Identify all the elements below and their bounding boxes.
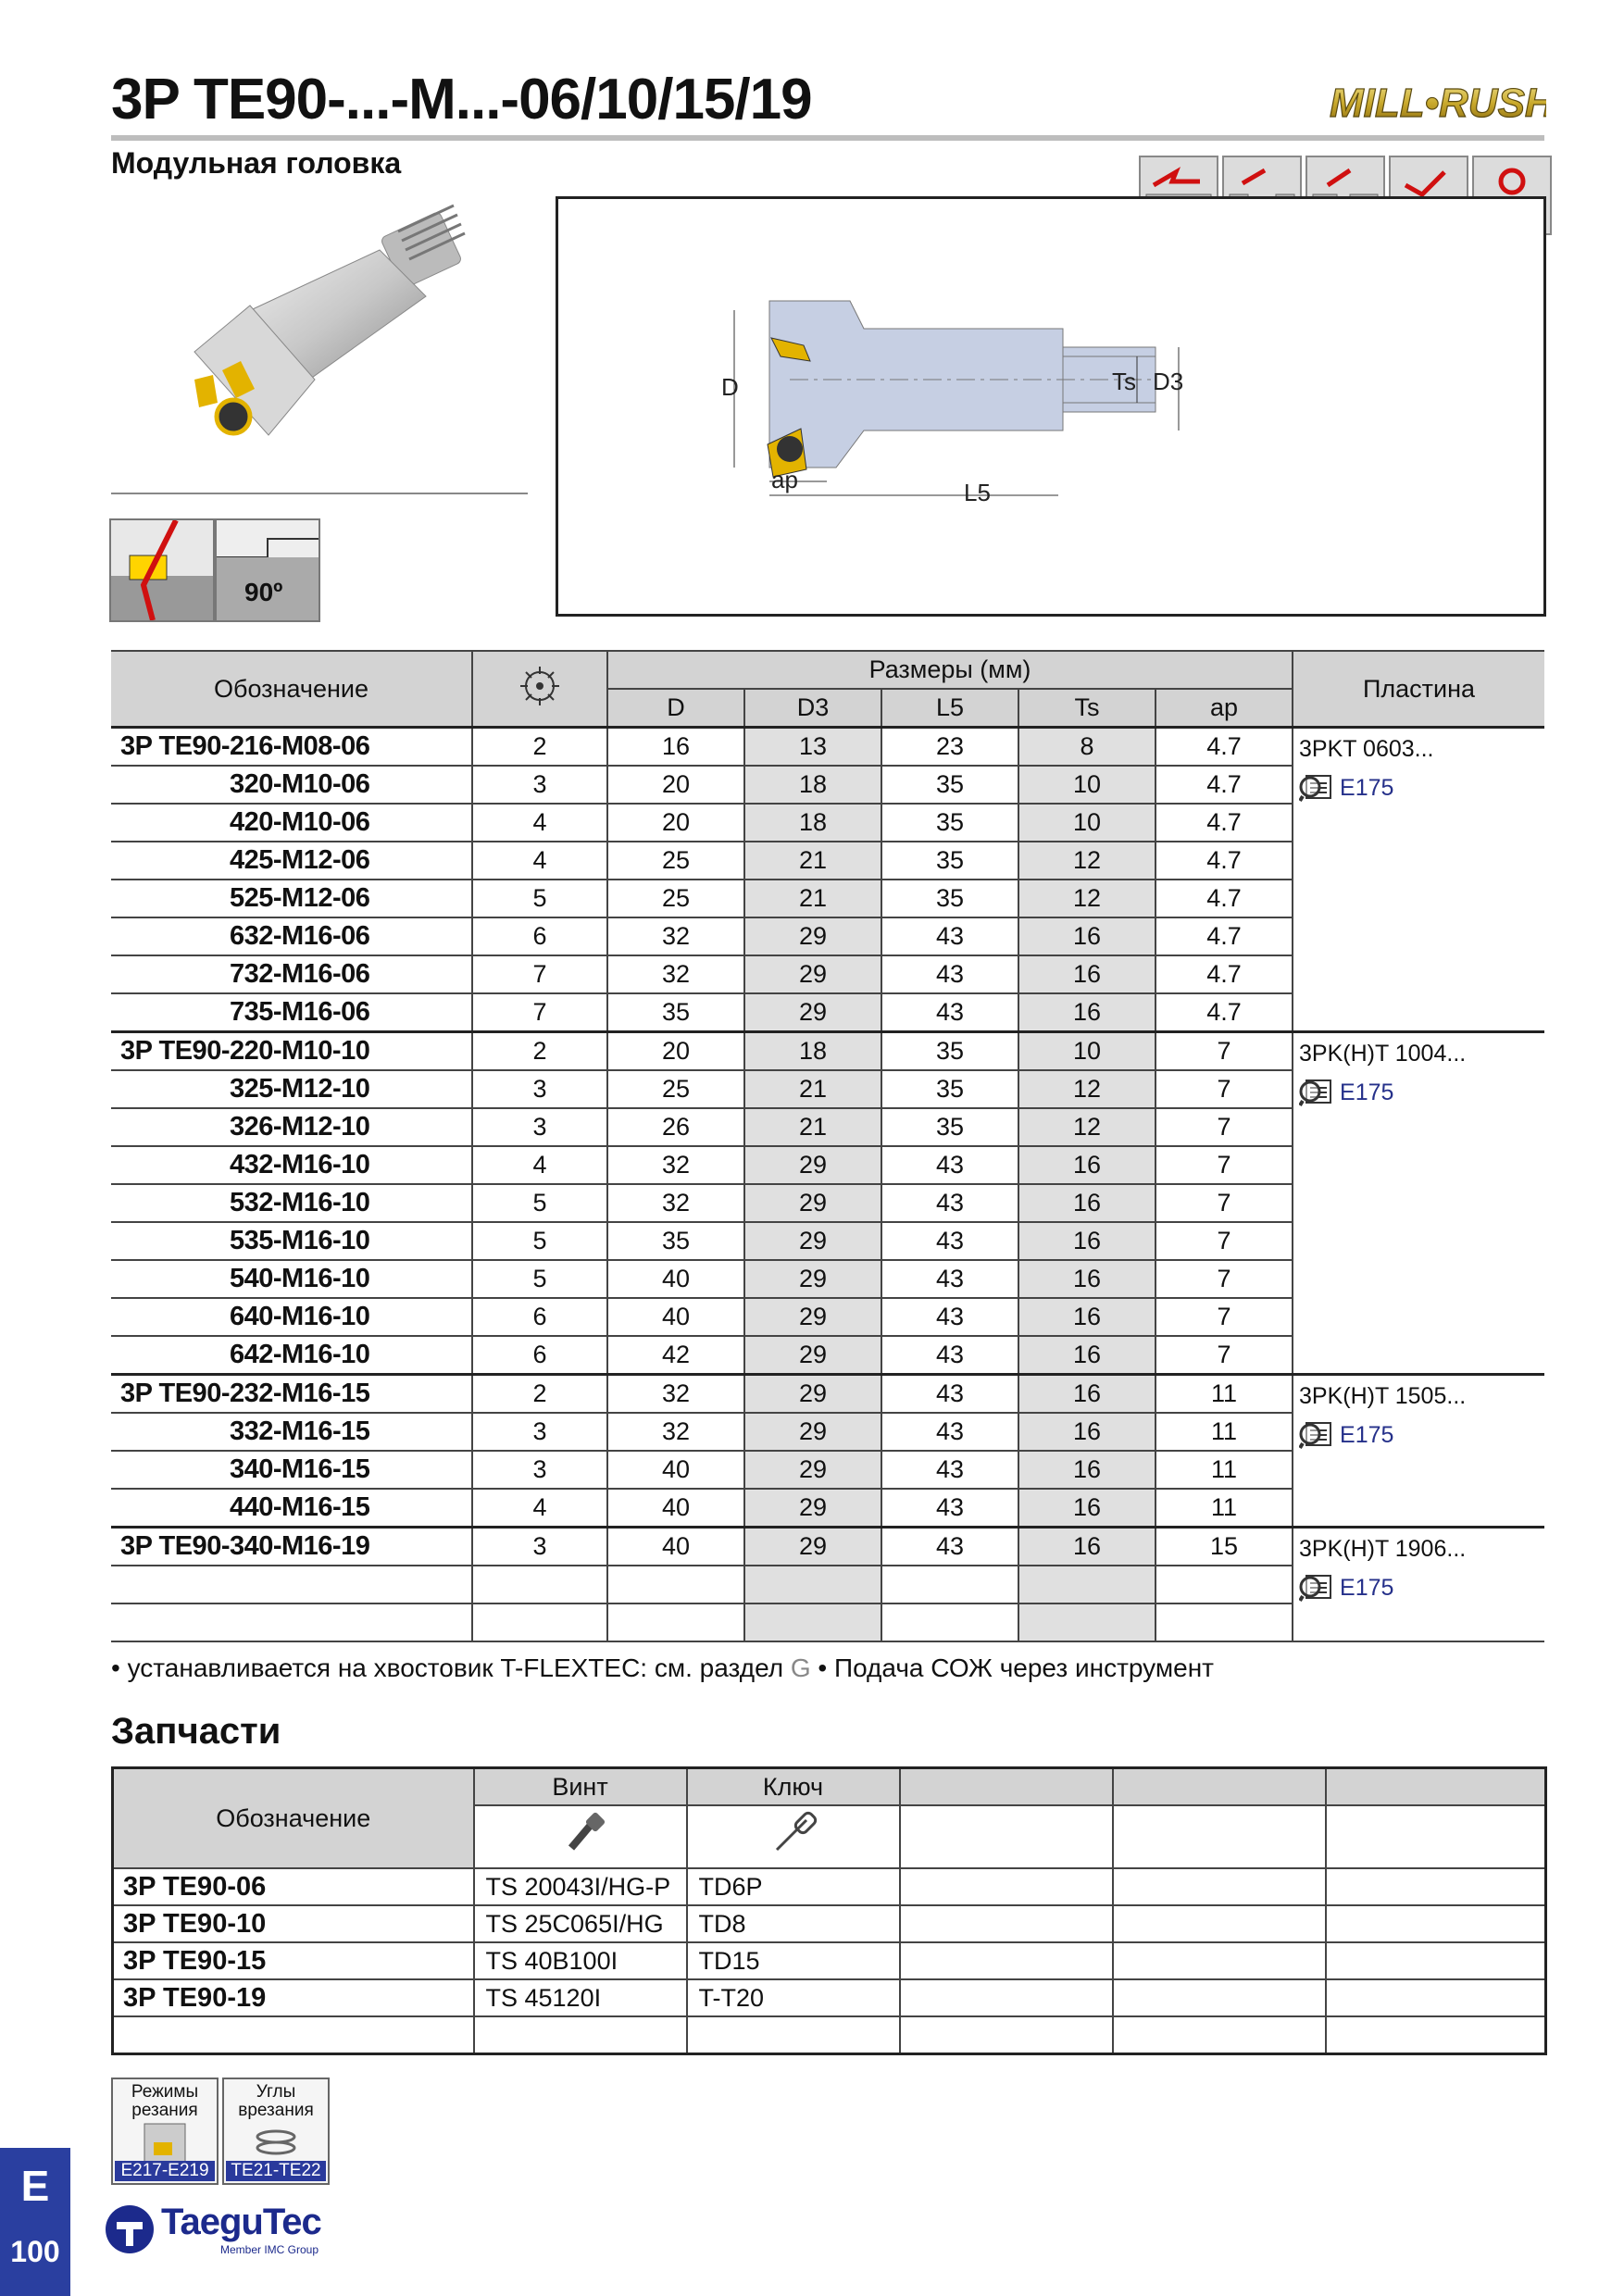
dim-label-ap: ap [771,466,798,493]
dim-cell-l5: 43 [881,1489,1018,1528]
footnote-section-ref: G [790,1653,811,1682]
dim-cell-ap: 7 [1156,1260,1293,1298]
designation-cell [111,1566,472,1603]
dim-cell-d: 40 [607,1489,744,1528]
cutting-symbol-box [109,518,215,622]
col-designation: Обозначение [111,651,472,728]
screw-icon [553,1811,608,1857]
page-title: 3P TE90-...-M...-06/10/15/19 [111,68,812,131]
spare-key-cell: T-T20 [687,1979,900,2016]
spare-col-key: Ключ [687,1768,900,1806]
dim-cell-ts: 12 [1018,842,1156,880]
teeth-cell: 4 [472,842,607,880]
dim-cell-ap: 11 [1156,1413,1293,1451]
dim-cell-d: 26 [607,1108,744,1146]
designation-cell: 340-M16-15 [111,1451,472,1489]
angle-label: 90º [244,578,283,606]
key-icon-cell [687,1805,900,1868]
teeth-cell: 5 [472,1260,607,1298]
dim-cell-d: 20 [607,1032,744,1071]
dim-cell-d3: 29 [744,1375,881,1414]
teeth-cell: 4 [472,804,607,842]
designation-cell: 735-M16-06 [111,993,472,1032]
holders-table [111,650,1544,1642]
dim-cell-ts: 12 [1018,880,1156,917]
dim-cell-l5: 23 [881,728,1018,767]
dim-cell-ap: 4.7 [1156,728,1293,767]
footnote-part2: • Подача СОЖ через инструмент [810,1653,1214,1682]
spare-empty-cell [900,1868,1113,1905]
dim-cell-ap: 7 [1156,1108,1293,1146]
insert-cell [1293,1375,1544,1528]
dim-cell-d3: 29 [744,1298,881,1336]
designation-cell: 632-M16-06 [111,917,472,955]
designation-cell: 532-M16-10 [111,1184,472,1222]
col-d: D [607,689,744,728]
spare-col-empty-3 [1326,1768,1546,1806]
dim-cell-l5: 43 [881,1336,1018,1375]
teeth-cell: 6 [472,1298,607,1336]
spare-empty-cell [1326,1942,1546,1979]
designation-cell: 535-M16-10 [111,1222,472,1260]
teeth-cell: 3 [472,766,607,804]
teeth-cell: 3 [472,1528,607,1566]
dim-cell-d3: 29 [744,1528,881,1566]
dim-cell-d3: 18 [744,1032,881,1071]
designation-cell: 432-M16-10 [111,1146,472,1184]
dim-cell-l5: 35 [881,1070,1018,1108]
dim-cell-ts: 16 [1018,993,1156,1032]
spare-screw-cell: TS 45120I [474,1979,687,2016]
key-icon [766,1811,821,1857]
insert-page-ref[interactable] [1299,1077,1539,1108]
dim-cell-ap: 7 [1156,1032,1293,1071]
dim-cell-d3: 29 [744,1146,881,1184]
dim-cell-ts: 16 [1018,1146,1156,1184]
spare-col-designation: Обозначение [113,1768,474,1869]
subtitle: Модульная головка [111,146,402,180]
dim-cell-ap: 7 [1156,1222,1293,1260]
dim-cell-d: 32 [607,1184,744,1222]
dim-cell-d3: 29 [744,1413,881,1451]
ramping-icon [248,2120,304,2166]
magnifier-icon [1299,1572,1334,1603]
dim-cell-d3: 21 [744,842,881,880]
col-teeth [472,651,607,728]
dim-label-d: D [721,373,739,401]
dim-label-l5: L5 [964,479,991,506]
teeth-cell: 3 [472,1108,607,1146]
title-divider [111,135,1544,141]
dim-cell-ap: 4.7 [1156,955,1293,993]
section-letter: E [20,2162,50,2210]
dim-cell-d3: 29 [744,993,881,1032]
designation-cell: 732-M16-06 [111,955,472,993]
dim-cell-l5 [881,1566,1018,1603]
dim-cell-d3: 18 [744,804,881,842]
page-number: 100 [10,2235,60,2268]
dim-cell-ap: 11 [1156,1375,1293,1414]
spare-col-screw: Винт [474,1768,687,1806]
table-row [113,1868,1546,1905]
dim-cell-l5: 35 [881,804,1018,842]
table-row [111,728,1544,767]
angle-symbol-box [215,518,320,622]
dim-cell-d: 32 [607,917,744,955]
dim-cell-l5: 35 [881,1032,1018,1071]
teeth-cell: 7 [472,993,607,1032]
designation-cell: 3P TE90-340-M16-19 [111,1528,472,1566]
spare-empty-cell [1113,1942,1326,1979]
spare-empty-cell [1326,2016,1546,2054]
dim-cell-d: 40 [607,1298,744,1336]
designation-cell: 640-M16-10 [111,1298,472,1336]
dim-cell-ts: 16 [1018,1528,1156,1566]
dim-cell-l5 [881,1603,1018,1641]
col-insert: Пластина [1293,651,1544,728]
dim-cell-d: 35 [607,1222,744,1260]
dim-cell-d: 16 [607,728,744,767]
dim-cell-ts: 12 [1018,1070,1156,1108]
teeth-cell: 6 [472,917,607,955]
spare-col-empty-1 [900,1768,1113,1806]
logo-subtext: Member IMC Group [220,2243,319,2256]
col-ts: Ts [1018,689,1156,728]
spare-designation-cell: 3P TE90-19 [113,1979,474,2016]
dim-cell-ap: 7 [1156,1146,1293,1184]
dim-cell-l5: 43 [881,993,1018,1032]
spare-empty-cell [1326,1979,1546,2016]
dim-cell-l5: 35 [881,880,1018,917]
spare-designation-cell [113,2016,474,2054]
spare-screw-cell: TS 40B100I [474,1942,687,1979]
dim-cell-ap: 4.7 [1156,766,1293,804]
table-row [111,1375,1544,1414]
spare-key-cell: TD6P [687,1868,900,1905]
teeth-cell: 4 [472,1146,607,1184]
spare-key-cell [687,2016,900,2054]
ramp-angles-page: TE21-TE22 [226,2161,326,2181]
dim-cell-d: 40 [607,1528,744,1566]
dim-cell-d3: 29 [744,1222,881,1260]
dim-cell-d3: 21 [744,1108,881,1146]
teeth-cell: 5 [472,880,607,917]
designation-cell: 425-M12-06 [111,842,472,880]
dim-cell-ap: 11 [1156,1451,1293,1489]
dim-cell-ts: 12 [1018,1108,1156,1146]
designation-cell: 325-M12-10 [111,1070,472,1108]
dim-cell-ap: 7 [1156,1336,1293,1375]
dim-cell-ts: 16 [1018,1489,1156,1528]
designation-cell: 540-M16-10 [111,1260,472,1298]
dim-cell-ts: 16 [1018,955,1156,993]
dim-cell-d3: 29 [744,1489,881,1528]
dim-cell-ap: 4.7 [1156,917,1293,955]
cutting-modes-ref[interactable] [111,2078,219,2185]
dim-cell-d: 32 [607,1413,744,1451]
photo-divider [111,493,528,494]
insert-ref-text: E175 [1340,1421,1394,1448]
dim-label-d3: D3 [1153,368,1184,395]
dim-cell-ts: 16 [1018,1451,1156,1489]
col-d3: D3 [744,689,881,728]
designation-cell: 642-M16-10 [111,1336,472,1375]
designation-cell [111,1603,472,1641]
spare-empty-cell [1326,1868,1546,1905]
company-logo [104,2202,321,2256]
dim-cell-d3 [744,1566,881,1603]
col-dimensions: Размеры (мм) [607,651,1293,689]
insert-page-ref[interactable] [1299,772,1539,804]
dim-cell-ap: 4.7 [1156,804,1293,842]
footnote [111,1653,1214,1683]
spare-empty-cell [1326,1905,1546,1942]
dim-cell-ap: 7 [1156,1184,1293,1222]
col-ap: ap [1156,689,1293,728]
dim-cell-d3 [744,1603,881,1641]
dim-cell-l5: 35 [881,842,1018,880]
insert-code: 3PKT 0603... [1299,736,1434,762]
dim-cell-d: 40 [607,1260,744,1298]
logo-text: TaeguTec [161,2202,321,2242]
dim-cell-d: 25 [607,842,744,880]
dim-cell-l5: 43 [881,1222,1018,1260]
spare-parts-table [111,1766,1547,2055]
dim-cell-l5: 43 [881,917,1018,955]
dim-cell-d3: 29 [744,1451,881,1489]
spare-col-empty-2 [1113,1768,1326,1806]
insert-ref-text: E175 [1340,1079,1394,1105]
teeth-cell: 4 [472,1489,607,1528]
cutting-modes-label: Режимы резания [131,2082,199,2120]
designation-cell: 3P TE90-216-M08-06 [111,728,472,767]
designation-cell: 326-M12-10 [111,1108,472,1146]
dim-cell-ap: 7 [1156,1298,1293,1336]
dim-cell-d: 32 [607,955,744,993]
designation-cell: 332-M16-15 [111,1413,472,1451]
teeth-cell: 6 [472,1336,607,1375]
dim-label-ts: Ts [1112,368,1136,395]
ramp-angles-ref[interactable] [222,2078,330,2185]
spare-screw-cell: TS 25C065I/HG [474,1905,687,1942]
spare-key-cell: TD8 [687,1905,900,1942]
magnifier-icon [1299,772,1334,804]
teeth-cell [472,1566,607,1603]
teeth-cell: 5 [472,1222,607,1260]
spare-designation-cell: 3P TE90-06 [113,1868,474,1905]
dim-cell-ts: 10 [1018,804,1156,842]
dim-cell-ts: 16 [1018,917,1156,955]
teeth-cell: 7 [472,955,607,993]
dim-cell-d [607,1603,744,1641]
insert-ref-text: E175 [1340,774,1394,801]
dim-cell-d3: 29 [744,917,881,955]
dim-cell-l5: 43 [881,1413,1018,1451]
insert-page-ref[interactable] [1299,1572,1539,1603]
insert-code: 3PK(H)T 1906... [1299,1536,1467,1562]
dim-cell-ts: 16 [1018,1298,1156,1336]
cutting-edges-icon [517,663,563,709]
spare-empty-cell [900,2016,1113,2054]
dim-cell-d [607,1566,744,1603]
dim-cell-ap: 4.7 [1156,880,1293,917]
dim-cell-l5: 43 [881,1528,1018,1566]
section-tab [0,2148,70,2296]
spare-empty-cell [900,1905,1113,1942]
designation-cell: 420-M10-06 [111,804,472,842]
insert-page-ref[interactable] [1299,1419,1539,1451]
spare-empty-cell [1113,1868,1326,1905]
insert-cell [1293,1032,1544,1375]
teeth-cell: 3 [472,1413,607,1451]
dim-cell-ts: 16 [1018,1222,1156,1260]
insert-cell [1293,1528,1544,1642]
insert-code: 3PK(H)T 1505... [1299,1383,1467,1409]
dim-cell-d: 40 [607,1451,744,1489]
designation-cell: 320-M10-06 [111,766,472,804]
spare-empty-cell [1113,1905,1326,1942]
dim-cell-ts [1018,1603,1156,1641]
dim-cell-d: 20 [607,804,744,842]
dim-cell-d3: 21 [744,1070,881,1108]
dim-cell-ts: 8 [1018,728,1156,767]
cutting-data-icon [137,2120,193,2166]
dim-cell-ts: 16 [1018,1184,1156,1222]
spare-designation-cell: 3P TE90-10 [113,1905,474,1942]
dim-cell-l5: 43 [881,1146,1018,1184]
spare-designation-cell: 3P TE90-15 [113,1942,474,1979]
brand-text: MILL•RUSH [1330,81,1546,126]
spare-screw-cell: TS 20043I/HG-P [474,1868,687,1905]
teeth-cell: 5 [472,1184,607,1222]
table-row [111,1528,1544,1566]
dim-cell-ts: 10 [1018,1032,1156,1071]
dim-cell-d: 32 [607,1375,744,1414]
dim-cell-d: 32 [607,1146,744,1184]
spare-empty-cell [900,1942,1113,1979]
teeth-cell: 3 [472,1070,607,1108]
teeth-cell: 2 [472,1032,607,1071]
dim-cell-d3: 29 [744,1260,881,1298]
dim-cell-ap: 15 [1156,1528,1293,1566]
dim-cell-ap: 11 [1156,1489,1293,1528]
table-row [111,1032,1544,1071]
dim-cell-l5: 35 [881,766,1018,804]
insert-cell [1293,728,1544,1032]
dim-cell-l5: 35 [881,1108,1018,1146]
spare-empty-cell [1113,1979,1326,2016]
spare-key-cell: TD15 [687,1942,900,1979]
teeth-cell: 3 [472,1451,607,1489]
dim-cell-d3: 13 [744,728,881,767]
teeth-cell: 2 [472,728,607,767]
technical-drawing [556,196,1546,617]
cutting-modes-page: E217-E219 [115,2161,215,2181]
dim-cell-d3: 29 [744,955,881,993]
dim-cell-ap [1156,1566,1293,1603]
dim-cell-ts: 16 [1018,1260,1156,1298]
table-row [113,2016,1546,2054]
dim-cell-ts [1018,1566,1156,1603]
spare-empty-cell [900,1979,1113,2016]
table-row [113,1905,1546,1942]
dim-cell-ap [1156,1603,1293,1641]
insert-code: 3PK(H)T 1004... [1299,1041,1467,1067]
product-photo [167,194,500,454]
table-row [113,1979,1546,2016]
dim-cell-d: 42 [607,1336,744,1375]
insert-ref-text: E175 [1340,1574,1394,1601]
spare-empty-cell [1113,2016,1326,2054]
designation-cell: 3P TE90-220-M10-10 [111,1032,472,1071]
dim-cell-d3: 29 [744,1184,881,1222]
dim-cell-ts: 16 [1018,1375,1156,1414]
dim-cell-d3: 21 [744,880,881,917]
footnote-part1: • устанавливается на хвостовик T-FLEXTEC: см. раздел [111,1653,791,1682]
brand-logo [1324,76,1546,131]
dim-cell-l5: 43 [881,1375,1018,1414]
dim-cell-d: 20 [607,766,744,804]
ramp-angles-label: Углы врезания [238,2082,314,2120]
dim-cell-ap: 4.7 [1156,842,1293,880]
dim-cell-ts: 16 [1018,1413,1156,1451]
teeth-cell [472,1603,607,1641]
dim-cell-d: 25 [607,1070,744,1108]
designation-cell: 3P TE90-232-M16-15 [111,1375,472,1414]
spare-parts-title: Запчасти [111,1711,281,1752]
dim-cell-l5: 43 [881,1260,1018,1298]
dim-cell-d: 25 [607,880,744,917]
dim-cell-d3: 18 [744,766,881,804]
table-row [113,1942,1546,1979]
designation-cell: 440-M16-15 [111,1489,472,1528]
dim-cell-l5: 43 [881,1298,1018,1336]
dim-cell-d3: 29 [744,1336,881,1375]
taegutec-logo-icon [104,2203,156,2255]
dim-cell-l5: 43 [881,955,1018,993]
dim-cell-ts: 10 [1018,766,1156,804]
dim-cell-l5: 43 [881,1451,1018,1489]
designation-cell: 525-M12-06 [111,880,472,917]
spare-screw-cell [474,2016,687,2054]
dim-cell-ap: 4.7 [1156,993,1293,1032]
dim-cell-ap: 7 [1156,1070,1293,1108]
screw-icon-cell [474,1805,687,1868]
teeth-cell: 2 [472,1375,607,1414]
dim-cell-d: 35 [607,993,744,1032]
magnifier-icon [1299,1419,1334,1451]
dim-cell-ts: 16 [1018,1336,1156,1375]
dim-cell-l5: 43 [881,1184,1018,1222]
magnifier-icon [1299,1077,1334,1108]
col-l5: L5 [881,689,1018,728]
